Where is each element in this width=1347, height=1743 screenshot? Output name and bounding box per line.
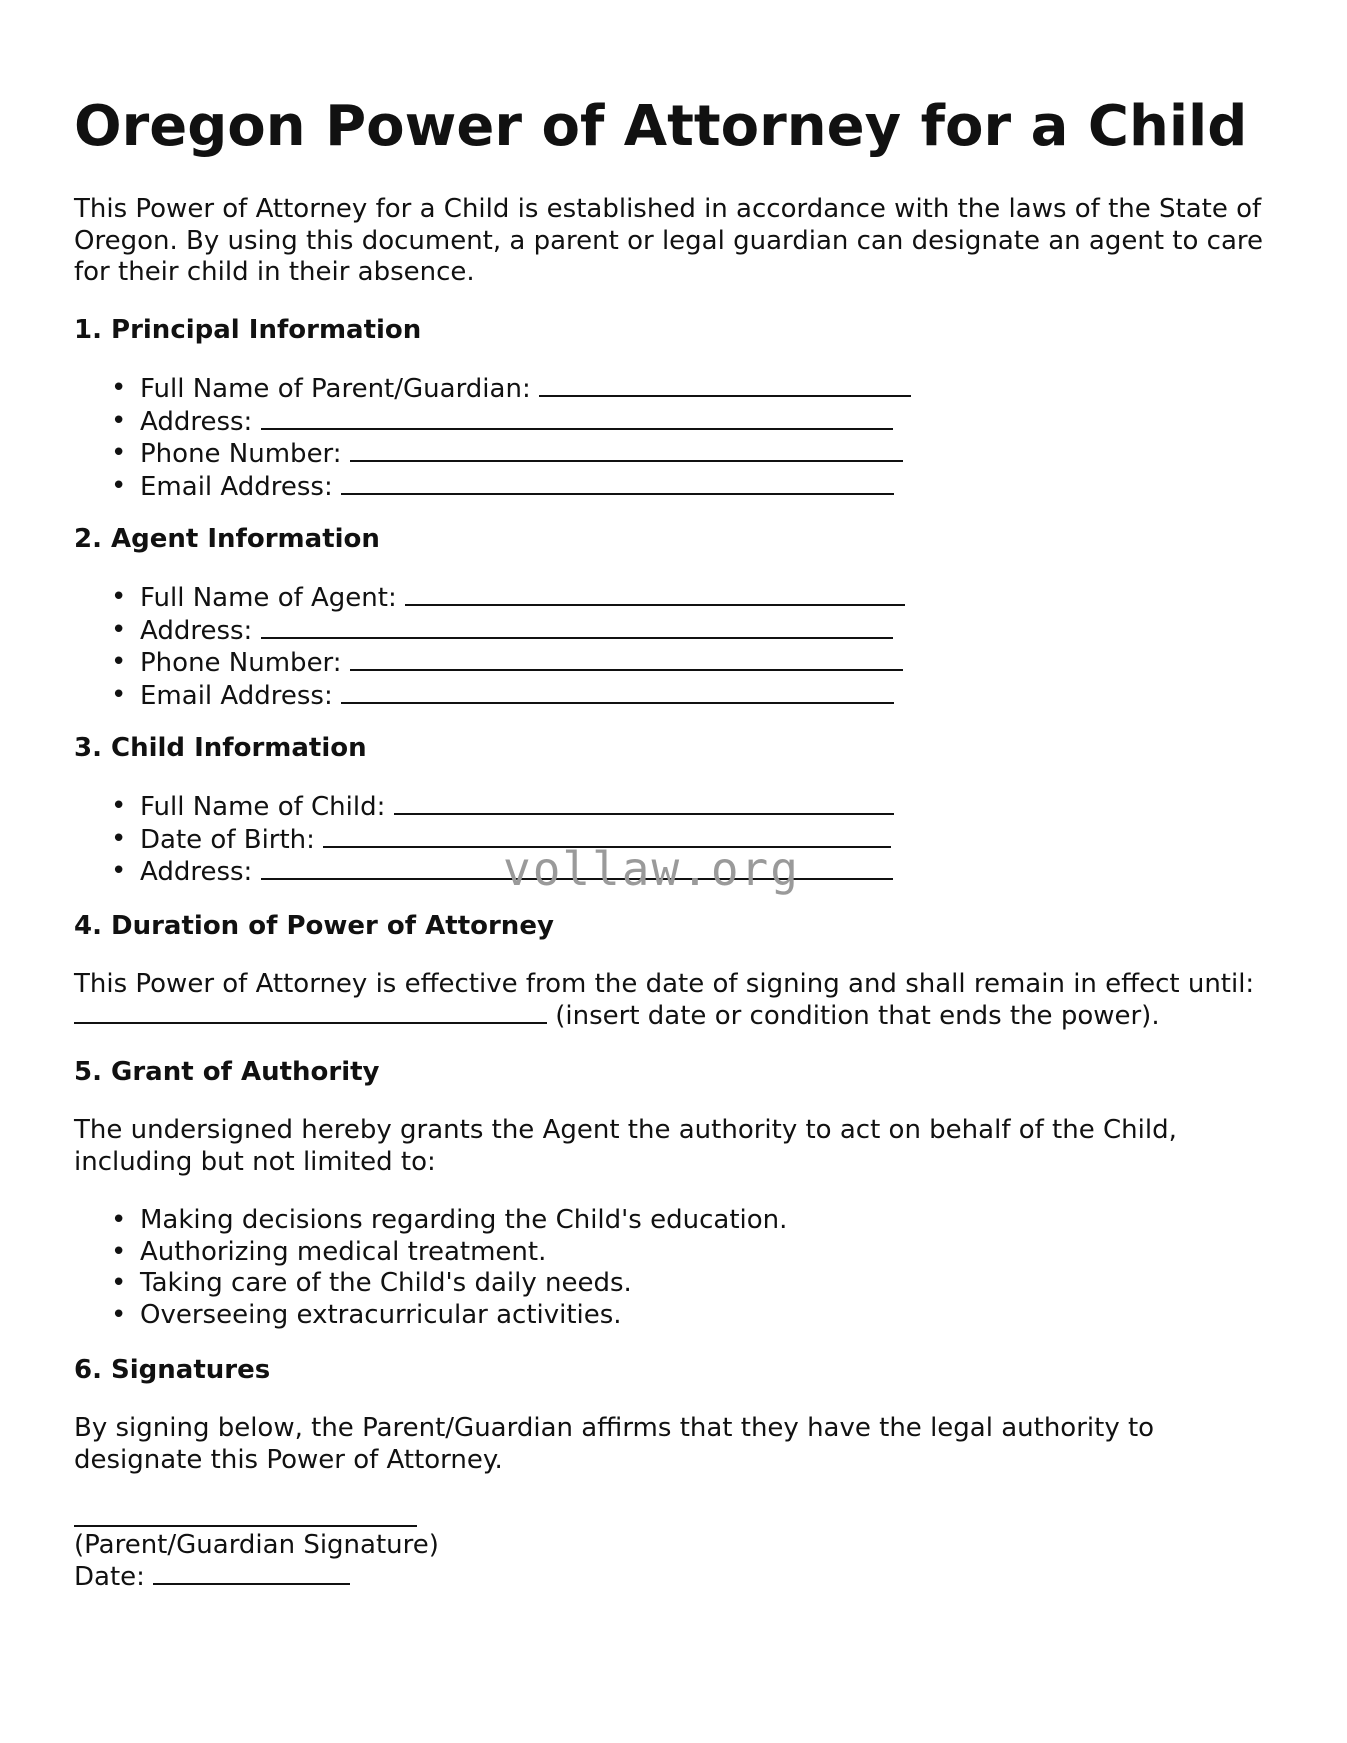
- bullet: •: [111, 614, 127, 645]
- field-agent-email: [74, 680, 905, 713]
- section-heading-agent: 2. Agent Information: [74, 524, 380, 554]
- section-heading-principal: 1. Principal Information: [74, 315, 422, 345]
- field-label: Phone Number:: [140, 648, 342, 678]
- bullet: •: [111, 647, 127, 677]
- bullet: •: [111, 438, 127, 468]
- bullet: •: [111, 373, 127, 403]
- field-label: Address:: [140, 615, 253, 646]
- duration-text: This Power of Attorney is effective from the date of signing and shall remain in effect until:: [74, 969, 1255, 999]
- field-label: Email Address:: [140, 471, 333, 502]
- field-label: Phone Number:: [140, 439, 342, 469]
- field-label: Full Name of Parent/Guardian:: [140, 374, 531, 404]
- list-item-text: Taking care of the Child's daily needs.: [140, 1268, 632, 1298]
- section-heading-authority: 5. Grant of Authority: [74, 1057, 380, 1087]
- watermark-text: vollaw.org: [503, 842, 800, 896]
- document-title: Oregon Power of Attorney for a Child: [74, 94, 1248, 159]
- field-parent-email: [74, 471, 911, 504]
- list-item-text: Overseeing extracurricular activities.: [140, 1299, 622, 1330]
- bullet: •: [111, 823, 127, 854]
- bullet: •: [111, 856, 127, 886]
- intro-paragraph: This Power of Attorney for a Child is established in accordance with the laws of the State of Oregon. By using this document, a parent or legal guardian can designate an agent to care for their child in their absence.: [74, 194, 1264, 287]
- bullet: •: [111, 1268, 127, 1298]
- bullet: •: [111, 679, 127, 710]
- duration-condition-line: [74, 1000, 1160, 1033]
- blank-line-input[interactable]: [394, 791, 894, 815]
- bullet: •: [111, 791, 127, 821]
- signature-label: (Parent/Guardian Signature): [74, 1530, 439, 1560]
- list-item: [74, 1300, 787, 1332]
- bullet: •: [111, 1205, 127, 1235]
- signatures-text: By signing below, the Parent/Guardian affirms that they have the legal authority to designate this Power of Attorney.: [74, 1413, 1155, 1475]
- authority-list: [74, 1205, 787, 1331]
- section-heading-signatures: 6. Signatures: [74, 1355, 271, 1385]
- blank-line-input[interactable]: [74, 1000, 547, 1024]
- bullet: •: [111, 582, 127, 612]
- field-label: Address:: [140, 857, 253, 887]
- blank-line-input[interactable]: [350, 438, 903, 462]
- field-label: Email Address:: [140, 680, 333, 711]
- blank-line-input[interactable]: [405, 582, 905, 606]
- list-item: [74, 1205, 787, 1237]
- list-item: [74, 1237, 787, 1269]
- field-label: Address:: [140, 406, 253, 437]
- blank-line-input[interactable]: [539, 373, 911, 397]
- field-label: Date of Birth:: [140, 824, 315, 855]
- bullet: •: [111, 1299, 127, 1330]
- field-child-name: [74, 791, 894, 824]
- list-item: [74, 1268, 787, 1300]
- blank-line-input[interactable]: [153, 1561, 350, 1585]
- signature-line[interactable]: [74, 1525, 417, 1527]
- blank-line-input[interactable]: [261, 615, 893, 639]
- field-label: Full Name of Child:: [140, 792, 386, 822]
- field-parent-address: [74, 406, 911, 439]
- bullet: •: [111, 405, 127, 436]
- section-heading-duration: 4. Duration of Power of Attorney: [74, 911, 554, 941]
- field-parent-phone: [74, 438, 911, 471]
- field-agent-address: [74, 615, 905, 648]
- blank-line-input[interactable]: [261, 406, 893, 430]
- field-parent-name: [74, 373, 911, 406]
- principal-fields: [74, 373, 911, 503]
- list-item-text: Making decisions regarding the Child's education.: [140, 1205, 788, 1235]
- blank-line-input[interactable]: [341, 471, 894, 495]
- bullet: •: [111, 470, 127, 501]
- duration-hint: (insert date or condition that ends the power).: [555, 1001, 1160, 1031]
- section-heading-child: 3. Child Information: [74, 733, 367, 763]
- list-item-text: Authorizing medical treatment.: [140, 1236, 547, 1267]
- blank-line-input[interactable]: [350, 647, 903, 671]
- field-agent-phone: [74, 647, 905, 680]
- date-field: [74, 1561, 350, 1594]
- bullet: •: [111, 1236, 127, 1267]
- blank-line-input[interactable]: [341, 680, 894, 704]
- authority-text: The undersigned hereby grants the Agent the authority to act on behalf of the Child, including but not limited to:: [74, 1115, 1177, 1177]
- field-agent-name: [74, 582, 905, 615]
- date-label: Date:: [74, 1562, 145, 1592]
- agent-fields: [74, 582, 905, 712]
- field-label: Full Name of Agent:: [140, 583, 397, 613]
